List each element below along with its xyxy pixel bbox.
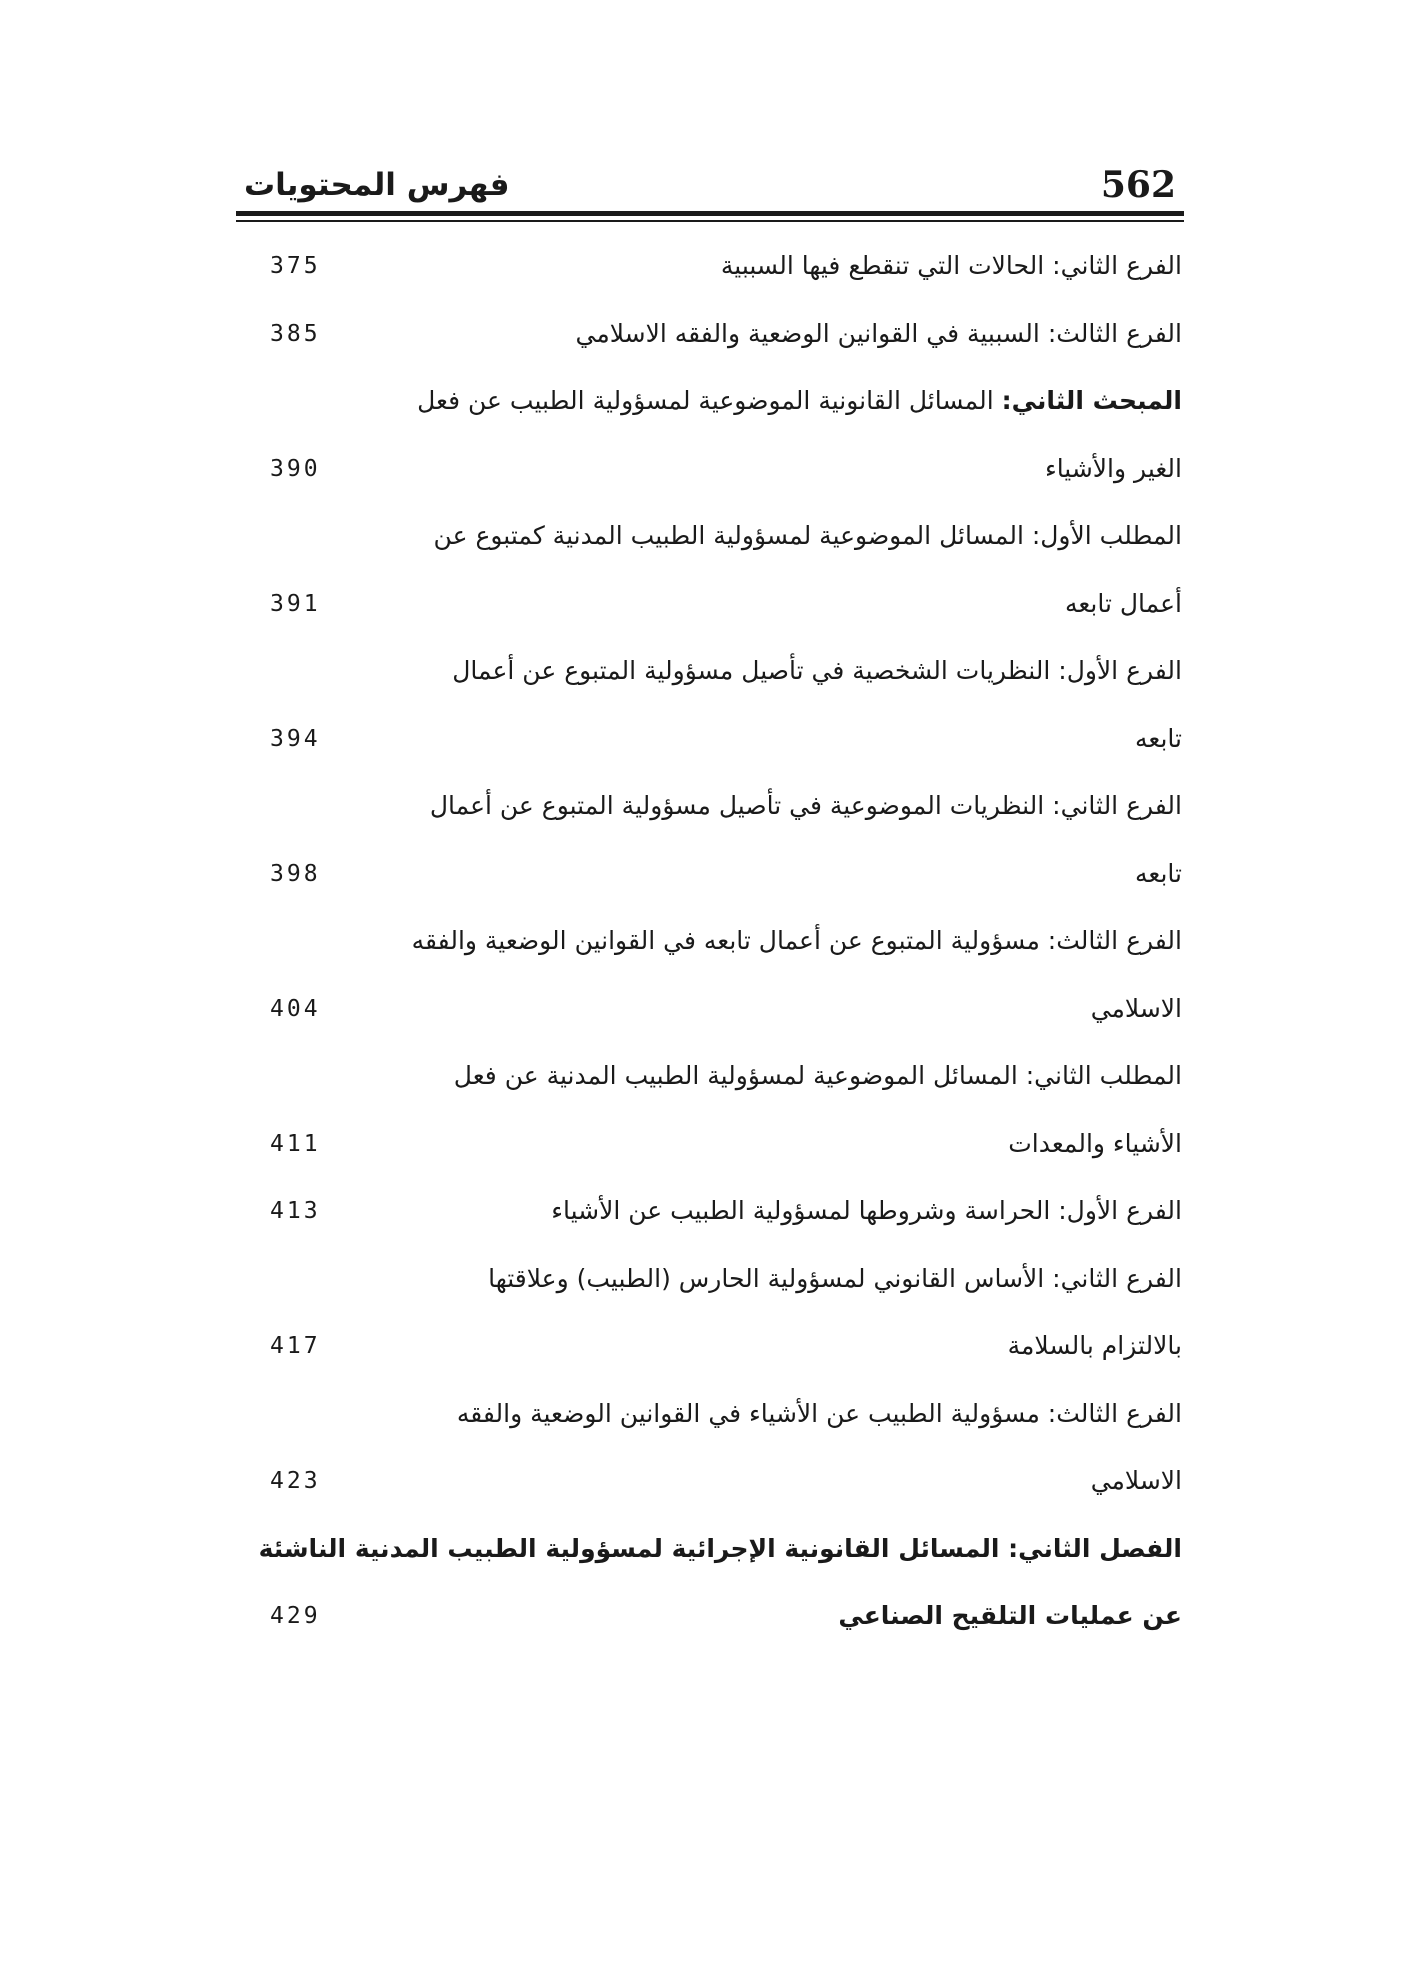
toc-entry-line: عن عمليات التلقيح الصناعي xyxy=(838,1601,1182,1630)
toc-page-number: 398 xyxy=(270,860,321,887)
toc-page-number: 391 xyxy=(270,590,321,617)
toc-page-number: 390 xyxy=(270,455,321,482)
toc-entry-line: تابعه xyxy=(1135,858,1182,888)
toc-entry-line: الفرع الأول: النظريات الشخصية في تأصيل مسؤولية المتبوع عن أعمال xyxy=(452,656,1182,685)
toc-page-number: 394 xyxy=(270,725,321,752)
toc-page-number: 423 xyxy=(270,1468,321,1494)
toc-entry-line: الاسلامي xyxy=(1090,1466,1182,1495)
toc-page-number: 417 xyxy=(270,1333,321,1359)
toc-entry-line: الفرع الثاني: النظريات الموضوعية في تأصيل مسؤولية المتبوع عن أعمال xyxy=(429,791,1182,820)
toc-page-number: 429 xyxy=(270,1603,321,1629)
toc-entry-line: الفرع الأول: الحراسة وشروطها لمسؤولية الطبيب عن الأشياء xyxy=(551,1196,1182,1225)
toc-entry-line: الفصل الثاني: المسائل القانونية الإجرائية لمسؤولية الطبيب المدنية الناشئة xyxy=(258,1533,1182,1563)
toc-entry-line: الاسلامي xyxy=(1090,993,1182,1023)
page-number: 562 xyxy=(1100,164,1176,206)
toc-entry-line: الفرع الثالث: السببية في القوانين الوضعية والفقه الاسلامي xyxy=(575,318,1182,348)
toc-entry-line: الفرع الثالث: مسؤولية المتبوع عن أعمال تابعه في القوانين الوضعية والفقه xyxy=(411,926,1182,955)
toc-page-number: 385 xyxy=(270,320,321,347)
toc-entry-label: المبحث الثاني: xyxy=(1001,386,1182,415)
toc-page-number: 404 xyxy=(270,995,321,1022)
toc-entry-line: بالالتزام بالسلامة xyxy=(1007,1331,1182,1360)
running-title: فهرس المحتويات xyxy=(244,167,510,203)
toc-page-number: 413 xyxy=(270,1198,321,1224)
toc-entry-text: المسائل القانونية الموضوعية لمسؤولية الطبيب عن فعل xyxy=(417,386,1002,415)
toc-entry-line: الغير والأشياء xyxy=(1044,453,1182,483)
toc-entry-line: الفرع الثاني: الحالات التي تنقطع فيها السببية xyxy=(720,251,1182,280)
toc-page-number: 375 xyxy=(270,253,321,279)
toc-entry-line: تابعه xyxy=(1135,723,1182,753)
toc-entry-line: المطلب الثاني: المسائل الموضوعية لمسؤولية الطبيب المدنية عن فعل xyxy=(453,1061,1182,1090)
toc-entry-line: المطلب الأول: المسائل الموضوعية لمسؤولية الطبيب المدنية كمتبوع عن xyxy=(433,521,1182,550)
toc-entry-line: أعمال تابعه xyxy=(1064,588,1182,618)
toc-entry-line: الفرع الثاني: الأساس القانوني لمسؤولية الحارس (الطبيب) وعلاقتها xyxy=(488,1263,1182,1293)
toc-entry-line xyxy=(417,381,1182,421)
toc-entry-line: الأشياء والمعدات xyxy=(1008,1128,1182,1158)
toc-page-number: 411 xyxy=(270,1130,321,1157)
toc-entry-line: الفرع الثالث: مسؤولية الطبيب عن الأشياء في القوانين الوضعية والفقه xyxy=(456,1398,1182,1428)
